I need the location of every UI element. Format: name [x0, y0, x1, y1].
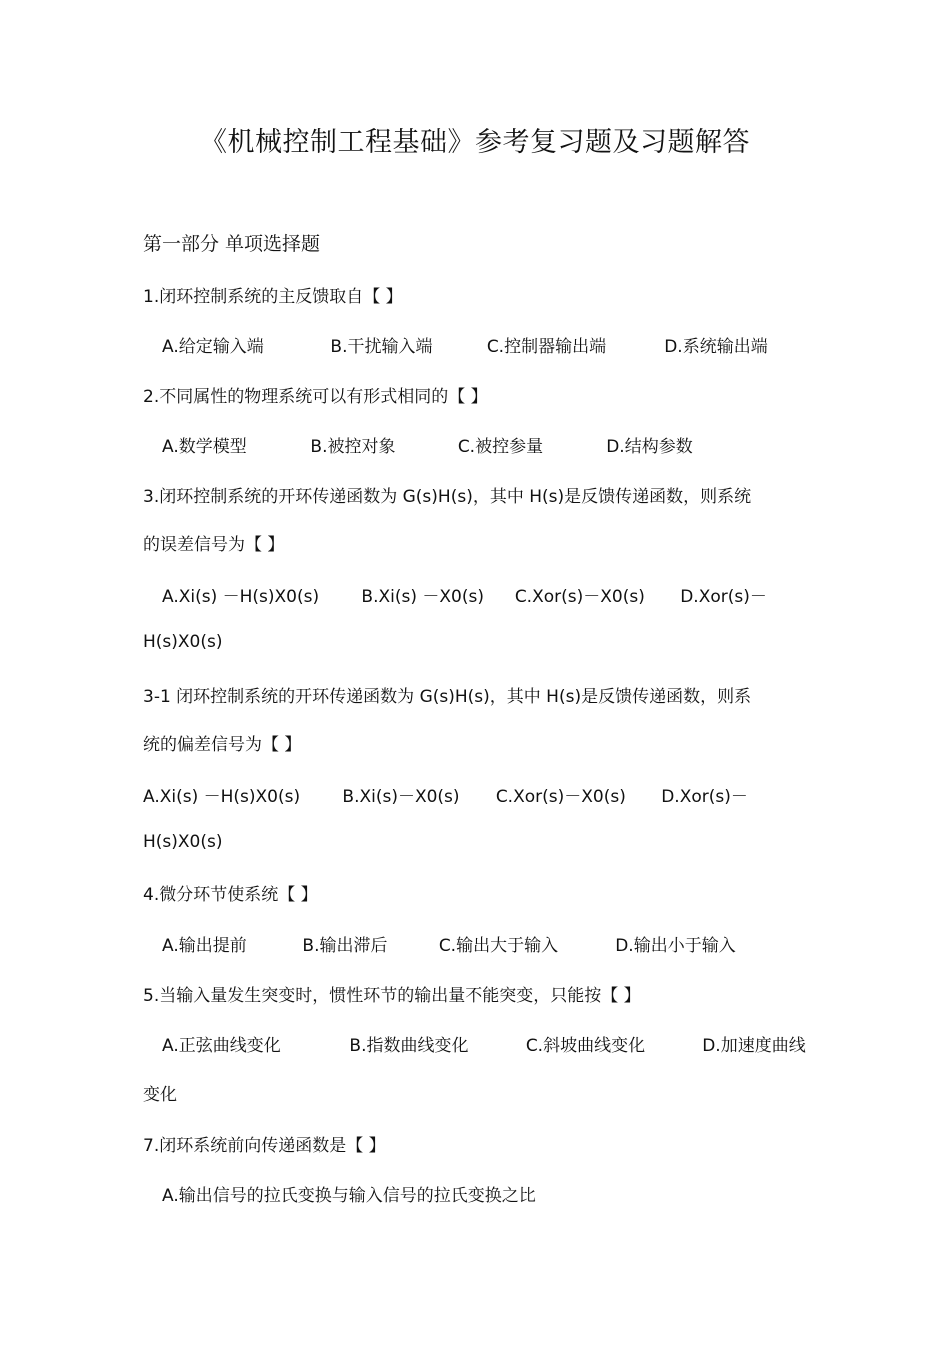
- question-3-1-stem-line-2: 统的偏差信号为【 】: [143, 735, 302, 755]
- question-3-options: [162, 582, 767, 607]
- question-3-option-b: B.Xi(s) －X0(s): [361, 587, 484, 607]
- question-4-option-d: D.输出小于输入: [615, 936, 736, 956]
- question-5-options: [162, 1031, 806, 1056]
- question-1-option-b: B.干扰输入端: [330, 337, 433, 357]
- question-3-1-options: [143, 782, 748, 807]
- question-4-option-b: B.输出滞后: [302, 936, 388, 956]
- question-1-option-c: C.控制器输出端: [486, 337, 607, 357]
- question-2-option-c: C.被控参量: [457, 437, 544, 457]
- question-2-options: [162, 432, 693, 457]
- question-2-option-a: A.数学模型: [162, 437, 247, 457]
- question-1-option-a: A.给定输入端: [162, 337, 264, 357]
- question-3-1-option-c: C.Xor(s)－X0(s): [495, 787, 626, 807]
- question-3-option-a: A.Xi(s) －H(s)X0(s): [162, 587, 320, 607]
- question-1-stem: 1.闭环控制系统的主反馈取自【 】: [143, 287, 403, 307]
- question-3-1-option-d: D.Xor(s)－: [661, 787, 748, 807]
- question-5-stem: 5.当输入量发生突变时，惯性环节的输出量不能突变，只能按【 】: [143, 986, 641, 1006]
- question-3-1-option-b: B.Xi(s)－X0(s): [342, 787, 460, 807]
- question-5-options-continued: 变化: [143, 1085, 177, 1105]
- question-1-option-d: D.系统输出端: [664, 337, 768, 357]
- document-title: 《机械控制工程基础》参考复习题及习题解答: [200, 127, 750, 158]
- question-3-1-option-a: A.Xi(s) －H(s)X0(s): [143, 787, 301, 807]
- question-3-option-d: D.Xor(s)－: [680, 587, 767, 607]
- question-2-stem: 2.不同属性的物理系统可以有形式相同的【 】: [143, 387, 488, 407]
- question-3-stem-line-1: 3.闭环控制系统的开环传递函数为 G(s)H(s)，其中 H(s)是反馈传递函数，则系统: [143, 487, 752, 507]
- question-3-1-stem-line-1: 3-1 闭环控制系统的开环传递函数为 G(s)H(s)，其中 H(s)是反馈传递函数，则系: [143, 687, 752, 707]
- question-4-option-c: C.输出大于输入: [438, 936, 559, 956]
- question-4-option-a: A.输出提前: [162, 936, 247, 956]
- question-3-option-c: C.Xor(s)－X0(s): [514, 587, 645, 607]
- question-3-stem-line-2: 的误差信号为【 】: [143, 535, 285, 555]
- question-7-stem: 7.闭环系统前向传递函数是【 】: [143, 1136, 386, 1156]
- question-3-1-options-continued: H(s)X0(s): [143, 832, 223, 852]
- question-7-option-a: A.输出信号的拉氏变换与输入信号的拉氏变换之比: [162, 1186, 536, 1206]
- question-4-options: [162, 931, 736, 956]
- question-5-option-c: C.斜坡曲线变化: [525, 1036, 646, 1056]
- question-2-option-b: B.被控对象: [310, 437, 396, 457]
- section-heading: 第一部分 单项选择题: [143, 233, 321, 255]
- question-3-options-continued: H(s)X0(s): [143, 632, 223, 652]
- question-5-option-d: D.加速度曲线: [702, 1036, 806, 1056]
- question-2-option-d: D.结构参数: [606, 437, 693, 457]
- question-4-stem: 4.微分环节使系统【 】: [143, 885, 318, 905]
- question-5-option-a: A.正弦曲线变化: [162, 1036, 281, 1056]
- question-5-option-b: B.指数曲线变化: [349, 1036, 469, 1056]
- question-1-options: [162, 332, 768, 357]
